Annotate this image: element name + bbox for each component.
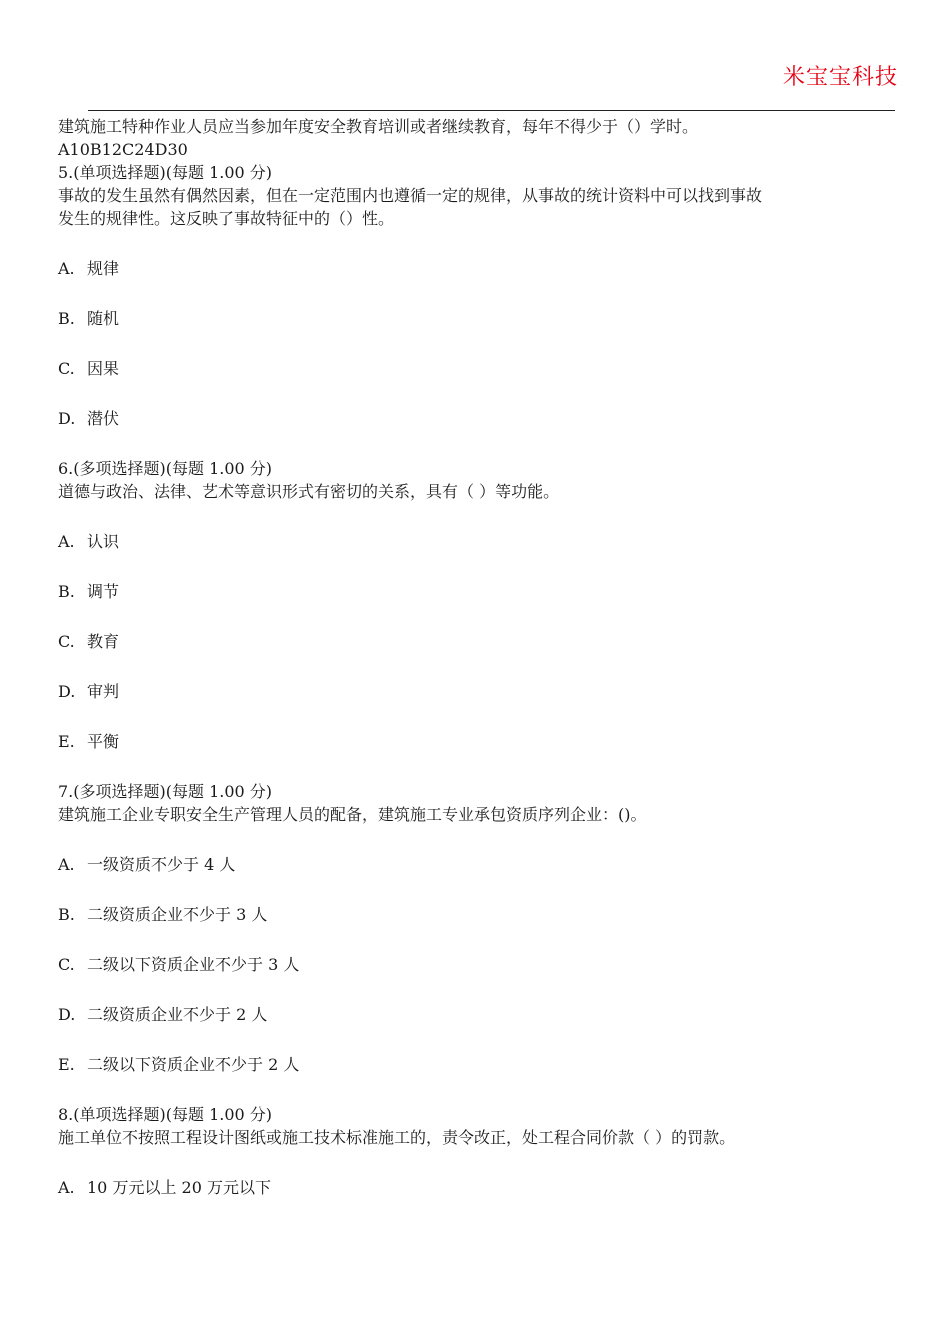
header-divider <box>88 110 895 111</box>
question-block <box>58 1103 900 1199</box>
option-text: 教育 <box>87 632 120 651</box>
option-letter: A. <box>58 532 75 551</box>
option-letter: E. <box>58 1055 75 1074</box>
option-letter: C. <box>58 359 75 378</box>
answer-option <box>58 1003 900 1026</box>
question-header: 6.(多项选择题)(每题 1.00 分) <box>58 459 273 478</box>
option-letter: A. <box>58 855 75 874</box>
answer-option <box>58 680 900 703</box>
question-text-line: 道德与政治、法律、艺术等意识形式有密切的关系，具有（ ）等功能。 <box>58 482 560 501</box>
option-text: 二级以下资质企业不少于 3 人 <box>87 955 300 974</box>
answer-option <box>58 357 900 380</box>
option-list <box>58 1176 900 1199</box>
answer-option <box>58 730 900 753</box>
option-text: 二级资质企业不少于 2 人 <box>87 1005 268 1024</box>
option-text: 随机 <box>87 309 120 328</box>
answer-option <box>58 407 900 430</box>
option-letter: D. <box>58 409 76 428</box>
answer-option <box>58 580 900 603</box>
option-text: 规律 <box>87 259 120 278</box>
answer-option <box>58 1053 900 1076</box>
option-letter: C. <box>58 632 75 651</box>
answer-option <box>58 530 900 553</box>
option-letter: B. <box>58 582 75 601</box>
option-text: 一级资质不少于 4 人 <box>87 855 236 874</box>
question-text-line: 发生的规律性。这反映了事故特征中的（）性。 <box>58 209 395 228</box>
option-list <box>58 853 900 1076</box>
option-letter: E. <box>58 732 75 751</box>
option-text: 平衡 <box>87 732 120 751</box>
question-text-line: 建筑施工企业专职安全生产管理人员的配备，建筑施工专业承包资质序列企业：()。 <box>58 805 647 824</box>
option-text: 调节 <box>87 582 120 601</box>
question-block <box>58 780 900 1076</box>
intro-question-text: 建筑施工特种作业人员应当参加年度安全教育培训或者继续教育，每年不得少于（）学时。 <box>58 117 699 136</box>
option-letter: A. <box>58 259 75 278</box>
answer-option <box>58 853 900 876</box>
question-block <box>58 161 900 430</box>
option-letter: C. <box>58 955 75 974</box>
brand-logo-text: 米宝宝科技 <box>782 65 898 90</box>
option-text: 10 万元以上 20 万元以下 <box>87 1178 271 1197</box>
option-text: 因果 <box>87 359 120 378</box>
question-header: 5.(单项选择题)(每题 1.00 分) <box>58 163 273 182</box>
option-text: 审判 <box>87 682 120 701</box>
option-list <box>58 257 900 430</box>
option-text: 二级资质企业不少于 3 人 <box>87 905 268 924</box>
question-text-line: 施工单位不按照工程设计图纸或施工技术标准施工的，责令改正，处工程合同价款（ ）的罚款。 <box>58 1128 736 1147</box>
question-list <box>58 161 900 1199</box>
document-body <box>58 115 900 1226</box>
answer-option <box>58 1176 900 1199</box>
answer-option <box>58 903 900 926</box>
option-list <box>58 530 900 753</box>
answer-option <box>58 953 900 976</box>
option-letter: D. <box>58 682 76 701</box>
answer-option <box>58 257 900 280</box>
answer-option <box>58 630 900 653</box>
answer-option <box>58 307 900 330</box>
option-letter: D. <box>58 1005 76 1024</box>
question-text-line: 事故的发生虽然有偶然因素，但在一定范围内也遵循一定的规律，从事故的统计资料中可以找到事故 <box>58 186 763 205</box>
option-text: 认识 <box>87 532 120 551</box>
question-header: 8.(单项选择题)(每题 1.00 分) <box>58 1105 273 1124</box>
intro-answer-key: A10B12C24D30 <box>58 140 188 159</box>
option-letter: B. <box>58 309 75 328</box>
option-text: 二级以下资质企业不少于 2 人 <box>87 1055 300 1074</box>
option-letter: B. <box>58 905 75 924</box>
option-letter: A. <box>58 1178 75 1197</box>
option-text: 潜伏 <box>87 409 120 428</box>
question-block <box>58 457 900 753</box>
question-header: 7.(多项选择题)(每题 1.00 分) <box>58 782 273 801</box>
